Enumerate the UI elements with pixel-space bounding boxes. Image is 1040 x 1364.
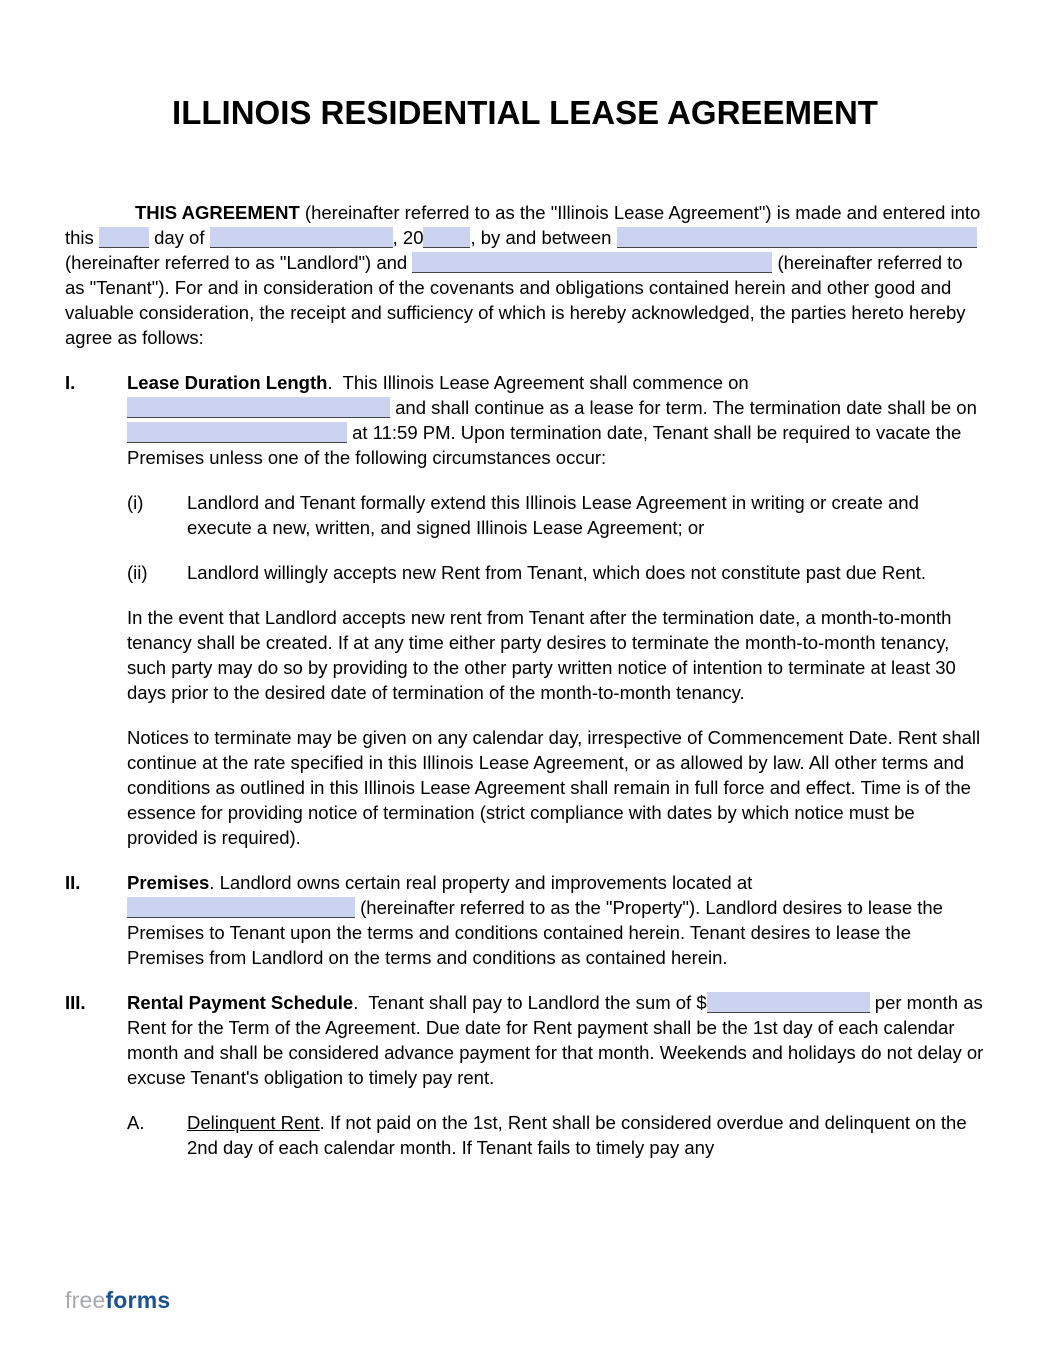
paragraph-text	[127, 370, 985, 470]
text-run: (hereinafter referred to as the "Property"). Landlord desires to lease the Premises to Tenant upon the terms and conditions contained herein. Tenant desires to lease the Premises from Landlord on the terms and conditions as contained herein.	[127, 897, 943, 968]
text-run: . Tenant shall pay to Landlord the sum of $	[353, 992, 707, 1013]
text-run: Landlord and Tenant formally extend this Illinois Lease Agreement in writing or create and execute a new, written, and signed Illinois Lease Agreement; or	[187, 492, 919, 538]
blank-field[interactable]	[412, 252, 772, 273]
document-body	[65, 200, 985, 1160]
blank-field[interactable]	[423, 227, 470, 248]
text-run: . Landlord owns certain real property and improvements located at	[209, 872, 753, 893]
para-block-4	[127, 605, 985, 705]
blank-field[interactable]	[707, 992, 870, 1013]
section-number: I.	[65, 372, 76, 393]
paragraph-text	[187, 490, 985, 540]
text-run: Notices to terminate may be given on any calendar day, irrespective of Commencement Date. Rent shall continue at the rate specified in this Illinois Lease Agreement, or as allowed by law. All other terms and conditions as outlined in this Illinois Lease Agreement shall remain in full force and effect. Time is of the essence for providing notice of termination (strict compliance with dates by which notice must be provided is required).	[127, 727, 981, 848]
text-run: Rental Payment Schedule	[127, 992, 354, 1013]
paragraph-text	[65, 200, 985, 350]
blank-field[interactable]	[99, 227, 149, 248]
text-run: Premises	[127, 872, 210, 893]
blank-field[interactable]	[127, 397, 390, 418]
paragraph-text	[187, 560, 926, 585]
text-run: . If not paid on the 1st, Rent shall be considered overdue and delinquent on the 2nd day of each calendar month. If Tenant fails to timely pay any	[187, 1112, 967, 1158]
para-block-5	[127, 725, 985, 850]
block-ii	[65, 870, 985, 970]
text-run: Lease Duration Length	[127, 372, 328, 393]
text-run: and shall continue as a lease for term. The termination date shall be on	[390, 397, 977, 418]
item-label: A.	[127, 1112, 145, 1133]
text-run: at 11:59 PM. Upon termination date, Tenant shall be required to vacate the Premises unless one of the following circumstances occur:	[127, 422, 962, 468]
text-run: per month as Rent for the Term of the Agreement. Due date for Rent payment shall be the 1st day of each calendar month and shall be considered advance payment for that month. Weekends and holidays do not delay or excuse Tenant's obligation to timely pay rent.	[127, 992, 984, 1088]
block-ii	[127, 560, 985, 585]
intro-block-0	[65, 200, 985, 350]
block-a	[127, 1110, 985, 1160]
text-run: (hereinafter referred to as the "Illinois Lease Agreement") is made and entered into this	[65, 202, 981, 248]
item-label: (i)	[127, 492, 144, 513]
section-number: II.	[65, 872, 81, 893]
block-iii	[65, 990, 985, 1090]
section-number: III.	[65, 992, 86, 1013]
text-run: (hereinafter referred to as "Landlord") and	[65, 252, 413, 273]
block-i	[65, 370, 985, 470]
logo-free: free	[65, 1287, 106, 1313]
paragraph-text	[187, 1110, 985, 1160]
text-run: day of	[148, 227, 210, 248]
item-label: (ii)	[127, 562, 148, 583]
block-i	[127, 490, 985, 540]
text-run: THIS AGREEMENT	[135, 202, 300, 223]
paragraph-text	[127, 725, 985, 850]
text-run: , by and between	[470, 227, 617, 248]
paragraph-text	[127, 605, 985, 705]
blank-field[interactable]	[127, 422, 347, 443]
text-run: , 20	[392, 227, 424, 248]
freeforms-logo	[65, 1286, 170, 1314]
paragraph-text	[127, 870, 985, 970]
text-run: In the event that Landlord accepts new rent from Tenant after the termination date, a month-to-month tenancy shall be created. If at any time either party desires to terminate the month-to-month tenancy, such party may do so by providing to the other party written notice of intention to terminate at least 30 days prior to the desired date of termination of the month-to-month tenancy.	[127, 607, 956, 703]
blank-field[interactable]	[127, 897, 355, 918]
logo-forms: forms	[105, 1287, 171, 1313]
text-run: Delinquent Rent	[187, 1112, 320, 1133]
text-run: Landlord willingly accepts new Rent from Tenant, which does not constitute past due Rent.	[187, 562, 927, 583]
paragraph-text	[127, 990, 985, 1090]
blank-field[interactable]	[617, 227, 977, 248]
text-run: . This Illinois Lease Agreement shall commence on	[327, 372, 749, 393]
document-title: ILLINOIS RESIDENTIAL LEASE AGREEMENT	[172, 94, 878, 131]
blank-field[interactable]	[210, 227, 393, 248]
text-run: (hereinafter referred to as "Tenant"). For and in consideration of the covenants and obligations contained herein and other good and valuable consideration, the receipt and sufficiency of which is hereby acknowledged, the parties hereto hereby agree as follows:	[65, 252, 966, 348]
